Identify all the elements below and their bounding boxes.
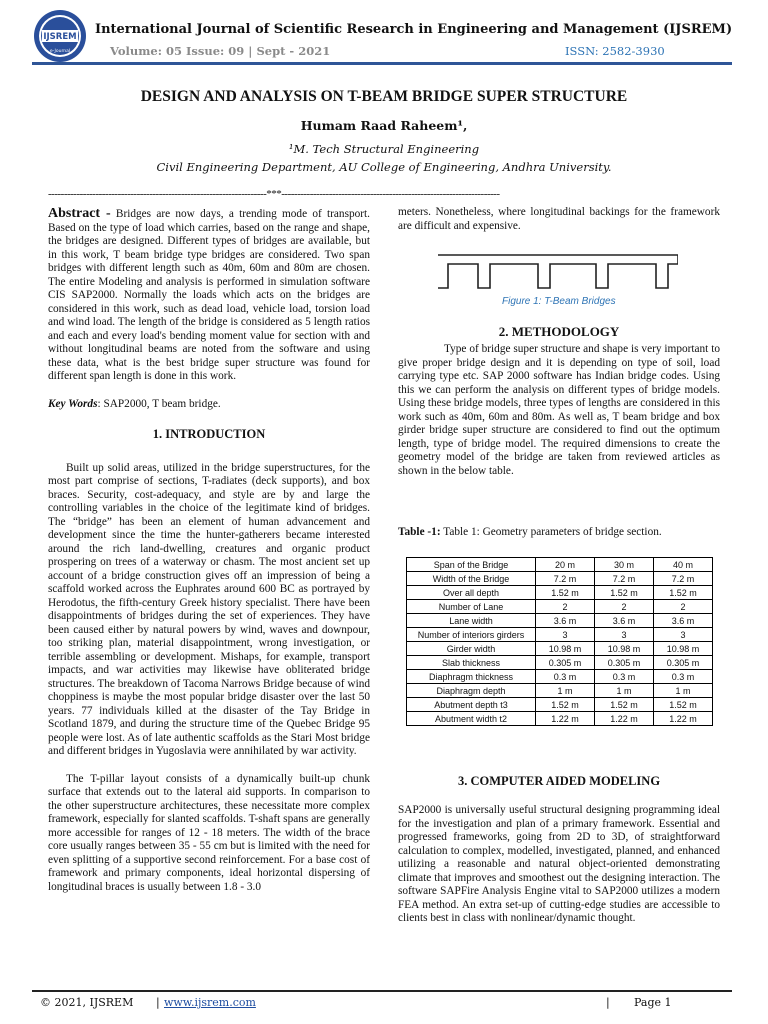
table-cell: 7.2 m: [654, 572, 713, 586]
methodology-heading-number: 2.: [498, 324, 509, 339]
table-cell: 2: [595, 600, 654, 614]
table-cell: 30 m: [595, 558, 654, 572]
table-row: [407, 572, 713, 586]
table-cell: 3.6 m: [654, 614, 713, 628]
affiliation-line-2: Civil Engineering Department, AU College of Engineering, Andhra University.: [156, 160, 612, 174]
table-row-label: Girder width: [407, 642, 536, 656]
logo-text: IJSREM: [43, 32, 77, 42]
logo-subtext: e-Journal: [49, 49, 71, 54]
table-cell: 3: [595, 628, 654, 642]
table-1: [406, 557, 713, 726]
table-row: [407, 558, 713, 572]
table-cell: 1.52 m: [654, 586, 713, 600]
header-divider: [32, 62, 732, 65]
geometry-table: [406, 557, 713, 726]
table-cell: 1 m: [654, 684, 713, 698]
table-cell: 0.305 m: [536, 656, 595, 670]
table-cell: 1.52 m: [536, 586, 595, 600]
table-cell: 1 m: [595, 684, 654, 698]
keywords-label: Key Words: [48, 397, 98, 410]
footer-pipe-1: |: [156, 996, 160, 1009]
table-1-caption-text: Table 1: Geometry parameters of bridge section.: [440, 526, 662, 538]
introduction-paragraph-1: Built up solid areas, utilized in the bridge superstructures, for the most part comprise of sections, T-radiates (deck supports), and box braces. Security, cost-adequacy, and style are by and large the controlling variables in the choice of the legitimate kind of bridges. The “bridge” has been an element of human advancement and development since the time the hunter-gatherers became interested around the rich land-dwelling, creatures and organic product prospering on trees of a waterway or chasm. The most ancient set up account of a bridge construction gives off an impression of being a scaffold worked across the Euphrates around 600 BC as portrayed by Herodotus, the fifth-century Greek history specialist. There have been disappointments of bridges during the set of experiences. They have been caused either by natural powers by wind, waves and downpour, too striking plan, material disappointment, wrong investigation, or terrible assembling or development. Mishaps, for example, transport impacts, and war activities may likewise have obliterated bridge structures. The breakdown of Tacoma Narrows Bridge because of wind choppiness is maybe the most popular bridge disaster over the last 50 years. 77 individuals killed at the disaster of the Tay Bridge in Scotland 1879, and during the structure time of the Quebec Bridge 95 people were lost. As of late authentic scaffolds as the Stari Most bridge and different bridges in Yugoslavia were annihilated by war activity.: [48, 461, 370, 757]
table-row: [407, 656, 713, 670]
table-cell: 0.305 m: [595, 656, 654, 670]
abstract-text: Bridges are now days, a trending mode of transport. Based on the type of load which carries, based on the range and shape, the bridges are designed. Different types of bridges are available, but in this work, T beam bridge type bridges are considered. Two span bridges with different length such as 40m, 60m and 80m are chosen. The entire Modeling and analysis is performed in simulation software CIS SAP2000. Normally the loads which acts on the bridges are considered in this work, such as dead load, vehicle load, torsion load and wind load. The length of the bridge is considered as 5 length ratios and each and every load's bending moment value for section with and without longitudinal beams are noted from the software and using these data, what is the best bridge super structure was found for different span length is done in this work.: [48, 208, 370, 382]
issn: ISSN: 2582-3930: [565, 44, 665, 58]
table-cell: 1.52 m: [654, 698, 713, 712]
footer-divider: [32, 990, 732, 992]
footer-website-link[interactable]: www.ijsrem.com: [164, 996, 256, 1009]
table-cell: 3.6 m: [536, 614, 595, 628]
table-cell: 1.22 m: [536, 712, 595, 726]
introduction-heading: 1. INTRODUCTION: [152, 427, 266, 441]
table-cell: 0.3 m: [536, 670, 595, 684]
table-row: [407, 614, 713, 628]
introduction-paragraph-2: The T-pillar layout consists of a dynamically built-up chunk surface that extends out to the lateral aid supports. In comparison to the other superstructure architectures, these necessitate more complex framework, especially for slanted scaffolds. T-shaft spans are generally more accessible for ranges of 12 - 18 meters. The width of the brace core usually ranges between 35 - 55 cm but is limited with the need for even splitting of a supportive second reinforcement. For a base cost of framework and primary components, ideal horizontal dispersing of longitudinal braces is usually between 1.8 - 3.0: [48, 772, 370, 893]
table-cell: 0.3 m: [654, 670, 713, 684]
table-row: [407, 712, 713, 726]
table-row-label: Diaphragm depth: [407, 684, 536, 698]
left-column: [48, 207, 370, 894]
table-row-label: Abutment depth t3: [407, 698, 536, 712]
table-cell: 10.98 m: [654, 642, 713, 656]
table-row-label: Slab thickness: [407, 656, 536, 670]
figure-1-caption: Figure 1: T-Beam Bridges: [502, 296, 616, 307]
table-1-label: Table -1:: [398, 526, 441, 538]
author: Humam Raad Raheem¹,: [300, 118, 468, 133]
table-cell: 0.305 m: [654, 656, 713, 670]
table-cell: 3.6 m: [595, 614, 654, 628]
table-cell: 1.52 m: [595, 698, 654, 712]
table-row: [407, 670, 713, 684]
table-row: [407, 586, 713, 600]
table-row-label: Width of the Bridge: [407, 572, 536, 586]
table-cell: 1.22 m: [595, 712, 654, 726]
table-cell: 2: [536, 600, 595, 614]
keywords-text: : SAP2000, T beam bridge.: [97, 397, 221, 410]
methodology-paragraph: Type of bridge super structure and shape is very important to give proper bridge design and it is depending on type of soil, load carrying type etc. SAP 2000 software has Indian bridge codes. Using this we can perform the analysis on different types of bridge models. Using these bridge models, three types of lengths are considered in this work such as 40m, 60m and 80m. As well as, T beam bridge and box girder bridge super structure are considered to find out the optimum length, type of bridge model. The required dimensions to create the geometry model of the bridge are taken from reviewed articles as shown in the below table.: [398, 343, 720, 477]
methodology-heading: [398, 324, 720, 340]
abstract-label: Abstract -: [48, 206, 111, 221]
methodology-heading-text: METHODOLOGY: [508, 324, 620, 339]
figure-1: [438, 254, 678, 299]
t-beam-bridge-diagram: [438, 254, 678, 294]
table-cell: 2: [654, 600, 713, 614]
table-row: [407, 684, 713, 698]
abstract: [48, 207, 370, 384]
footer-page-number: Page 1: [634, 996, 672, 1009]
table-cell: 0.3 m: [595, 670, 654, 684]
intro-continuation: meters. Nonetheless, where longitudinal backings for the framework are difficult and expensive.: [398, 206, 720, 232]
table-cell: 7.2 m: [536, 572, 595, 586]
table-cell: 7.2 m: [595, 572, 654, 586]
table-row: [407, 698, 713, 712]
footer-copyright: © 2021, IJSREM: [40, 996, 134, 1009]
cam-paragraph: SAP2000 is universally useful structural designing programming ideal for the investigation and plan of a primary framework. Essential and progressed frameworks, going from 2D to 3D, of straightforward calculation to complex, modelled, investigated, planned, and enhanced utilizing a reasonable and natural object-oriented demonstrating climate that improves and smoothest out the designing interaction. The software SAPFire Analysis Engine vital to SAP2000 utilizes a modern FEA method. An extra set-up of cutting-edge studies are accessible to clients best in class with nonlinear/dynamic thought.: [398, 804, 720, 924]
table-row-label: Abutment width t2: [407, 712, 536, 726]
table-cell: 1.52 m: [536, 698, 595, 712]
journal-title: International Journal of Scientific Research in Engineering and Management (IJSREM): [95, 22, 733, 37]
table-row-label: Span of the Bridge: [407, 558, 536, 572]
keywords: [48, 398, 370, 412]
paper-title: DESIGN AND ANALYSIS ON T-BEAM BRIDGE SUPER STRUCTURE: [140, 88, 628, 105]
cam-heading: 3. COMPUTER AIDED MODELING: [457, 774, 661, 788]
table-cell: 1.52 m: [595, 586, 654, 600]
table-row: [407, 600, 713, 614]
table-row-label: Diaphragm thickness: [407, 670, 536, 684]
table-cell: 3: [536, 628, 595, 642]
table-cell: 10.98 m: [595, 642, 654, 656]
volume-issue: Volume: 05 Issue: 09 | Sept - 2021: [110, 44, 331, 58]
affiliation-line-1: ¹M. Tech Structural Engineering: [288, 142, 480, 156]
table-cell: 3: [654, 628, 713, 642]
table-1-caption: [398, 526, 728, 540]
table-cell: 10.98 m: [536, 642, 595, 656]
table-row-label: Lane width: [407, 614, 536, 628]
table-row-label: Number of interiors girders: [407, 628, 536, 642]
journal-seal-graphic: [32, 8, 88, 64]
table-cell: 1.22 m: [654, 712, 713, 726]
section-separator: ---------------------------------------------------------------------***---------------------------------------------------------------------: [48, 188, 500, 200]
footer-pipe-2: |: [606, 996, 610, 1009]
table-row-label: Over all depth: [407, 586, 536, 600]
table-cell: 40 m: [654, 558, 713, 572]
table-row: [407, 642, 713, 656]
table-row-label: Number of Lane: [407, 600, 536, 614]
table-cell: 20 m: [536, 558, 595, 572]
journal-logo: [32, 8, 88, 64]
table-cell: 1 m: [536, 684, 595, 698]
table-row: [407, 628, 713, 642]
